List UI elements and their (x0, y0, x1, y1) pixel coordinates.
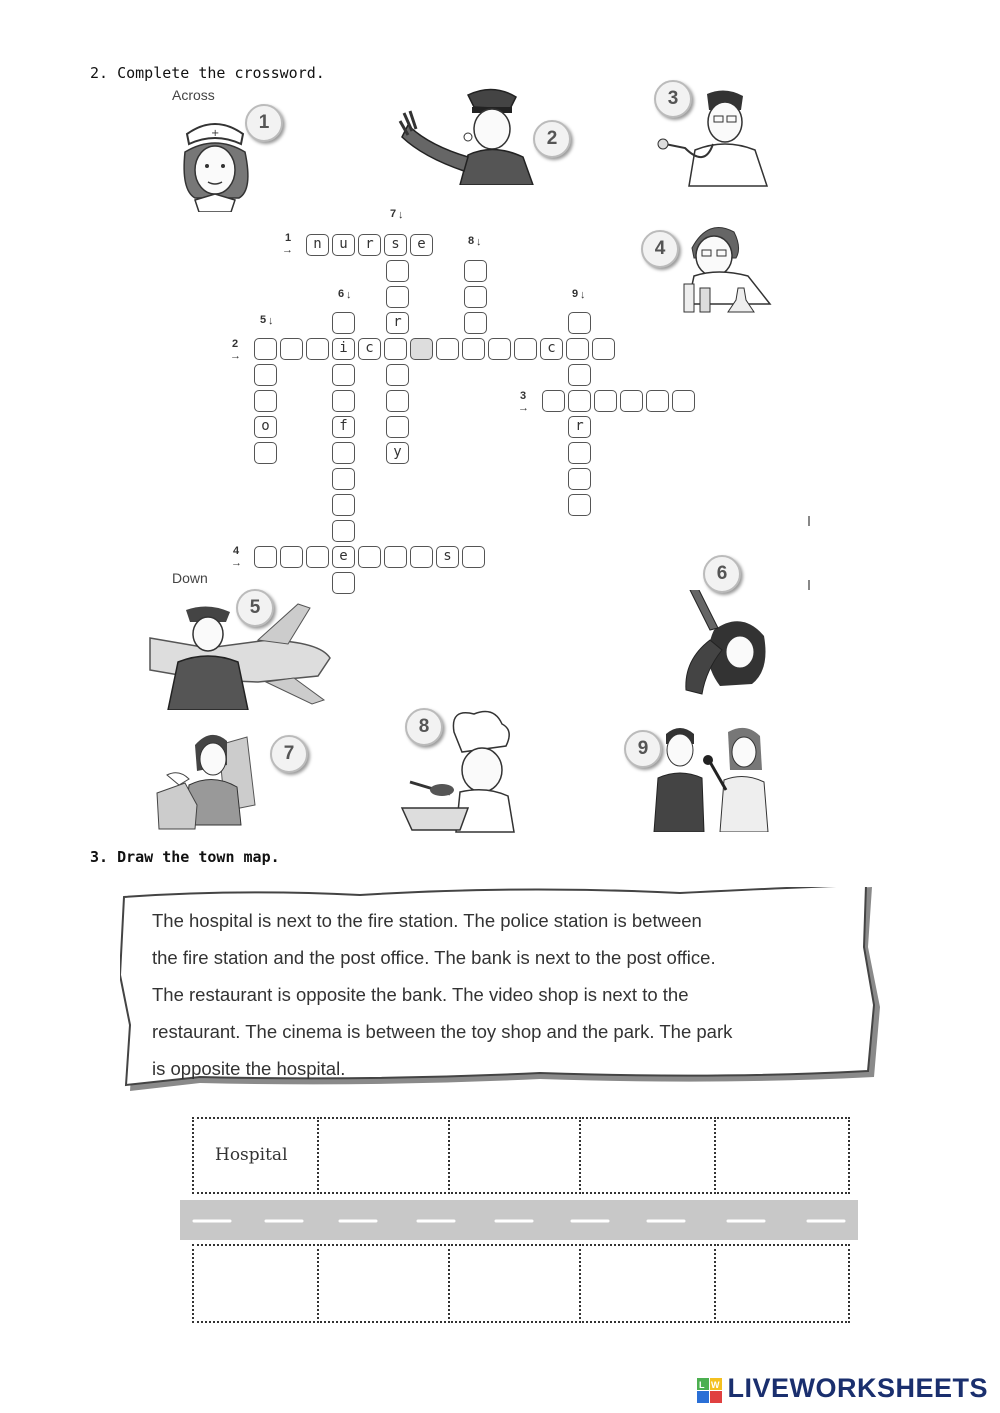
reporter-illustration (650, 720, 775, 832)
cw-cell-3a[interactable] (620, 390, 643, 412)
map-label-hospital: Hospital (215, 1145, 288, 1165)
cw-cell-6d[interactable] (332, 520, 355, 542)
cw-cell-9d[interactable] (568, 312, 591, 334)
logo-letter-l: L (699, 1380, 705, 1390)
cw-cell-7d-y[interactable]: y (386, 442, 409, 464)
map-cell-top-3[interactable] (448, 1117, 581, 1194)
cw-cell-7d[interactable] (386, 286, 409, 308)
cw-cell-5d[interactable] (254, 442, 277, 464)
section-3-heading: 3. Draw the town map. (90, 848, 280, 866)
map-cell-bottom-2[interactable] (317, 1244, 450, 1323)
cw-cell-7d[interactable] (386, 364, 409, 386)
cw-cell-9d[interactable] (568, 494, 591, 516)
cw-cell-3a[interactable] (542, 390, 565, 412)
cw-cell-6d[interactable] (332, 390, 355, 412)
cw-cell-2a[interactable] (436, 338, 459, 360)
clue-2-across: 2 (232, 338, 239, 350)
paragraph-line-4: restaurant. The cinema is between the toy shop and the park. The park (152, 1021, 733, 1042)
cw-cell-4a[interactable] (254, 546, 277, 568)
cw-cell-7d[interactable] (386, 260, 409, 282)
cw-cell-2a[interactable] (592, 338, 615, 360)
cw-cell-6d[interactable] (332, 494, 355, 516)
down-arrow-6: ↓ (346, 289, 352, 301)
cw-cell-4a-e[interactable]: e (332, 546, 355, 568)
cw-cell-6d[interactable] (332, 312, 355, 334)
badge-1: 1 (245, 104, 283, 142)
badge-8: 8 (405, 708, 443, 746)
stray-mark (808, 580, 810, 590)
clue-9-down: 9 (572, 288, 579, 300)
cw-cell-4a[interactable] (462, 546, 485, 568)
clue-4-across: 4 (233, 545, 240, 557)
clue-6-down: 6 (338, 288, 345, 300)
badge-5: 5 (236, 589, 274, 627)
cw-cell-2a-i[interactable]: i (332, 338, 355, 360)
across-arrow-3: → (518, 402, 529, 414)
cw-cell-7d[interactable] (386, 416, 409, 438)
down-arrow-5: ↓ (268, 315, 274, 327)
cw-cell-6d[interactable] (332, 572, 355, 594)
cw-cell-2a[interactable] (384, 338, 407, 360)
badge-4: 4 (641, 230, 679, 268)
cw-cell-2a[interactable] (488, 338, 511, 360)
road (180, 1200, 858, 1240)
clue-8-down: 8 (468, 235, 475, 247)
cw-cell-5d-o[interactable]: o (254, 416, 277, 438)
cw-cell-2a-c[interactable]: c (358, 338, 381, 360)
map-cell-top-4[interactable] (579, 1117, 716, 1194)
badge-2: 2 (533, 120, 571, 158)
cw-cell-2a[interactable] (306, 338, 329, 360)
cw-cell-6d[interactable] (332, 442, 355, 464)
cw-cell-2a[interactable] (462, 338, 485, 360)
section-2-heading: 2. Complete the crossword. (90, 64, 325, 82)
clue-3-across: 3 (520, 390, 527, 402)
cw-cell-3a[interactable] (672, 390, 695, 412)
cw-cell-2a-c[interactable]: c (540, 338, 563, 360)
cw-cell-9d[interactable] (568, 442, 591, 464)
cw-cell-4a-s[interactable]: s (436, 546, 459, 568)
paragraph-line-3: The restaurant is opposite the bank. The video shop is next to the (152, 984, 689, 1005)
liveworksheets-brand: LIVEWORKSHEETS (727, 1373, 988, 1403)
cw-cell-3a[interactable] (646, 390, 669, 412)
badge-9: 9 (624, 730, 662, 768)
down-arrow-9: ↓ (580, 289, 586, 301)
paragraph-line-2: the fire station and the post office. The bank is next to the post office. (152, 947, 716, 968)
map-cell-top-2[interactable] (317, 1117, 450, 1194)
across-arrow-2: → (230, 350, 241, 362)
svg-text:+: + (211, 128, 220, 139)
cw-cell-2a-shaded[interactable] (410, 338, 433, 360)
cw-cell-1a-1[interactable]: n (306, 234, 329, 256)
secretary-illustration (155, 725, 265, 830)
liveworksheets-logo-icon (697, 1378, 723, 1404)
cw-cell-2a[interactable] (514, 338, 537, 360)
cw-cell-1a-2[interactable]: u (332, 234, 355, 256)
paragraph-line-5: is opposite the hospital. (152, 1058, 346, 1079)
map-cell-bottom-5[interactable] (714, 1244, 850, 1323)
cw-cell-4a[interactable] (410, 546, 433, 568)
cw-cell-6d[interactable] (332, 364, 355, 386)
cw-cell-3a[interactable] (568, 390, 591, 412)
across-arrow-4: → (231, 557, 242, 569)
cw-cell-5d[interactable] (254, 364, 277, 386)
cw-cell-5d[interactable] (254, 390, 277, 412)
clue-7-down: 7 (390, 208, 397, 220)
down-label: Down (172, 570, 208, 586)
clue-1-across: 1 (285, 232, 292, 244)
town-map-paragraph (152, 902, 857, 1087)
cw-cell-8d[interactable] (464, 260, 487, 282)
down-arrow-7: ↓ (398, 209, 404, 221)
cw-cell-2a[interactable] (280, 338, 303, 360)
cw-cell-7d-r[interactable]: r (386, 312, 409, 334)
map-cell-bottom-4[interactable] (579, 1244, 716, 1323)
cw-cell-9d[interactable] (568, 364, 591, 386)
cw-cell-6d[interactable] (332, 468, 355, 490)
cw-cell-1a-5[interactable]: e (410, 234, 433, 256)
cw-cell-9d-r[interactable]: r (568, 416, 591, 438)
across-label: Across (172, 87, 215, 103)
painter-illustration (670, 590, 770, 698)
cw-cell-2a[interactable] (254, 338, 277, 360)
cw-cell-8d[interactable] (464, 312, 487, 334)
badge-7: 7 (270, 735, 308, 773)
stray-mark (808, 516, 810, 526)
map-cell-bottom-3[interactable] (448, 1244, 581, 1323)
policeman-illustration (398, 85, 538, 185)
down-arrow-8: ↓ (476, 236, 482, 248)
clue-5-down: 5 (260, 314, 267, 326)
cw-cell-4a[interactable] (358, 546, 381, 568)
cw-cell-1a-4[interactable]: s (384, 234, 407, 256)
badge-3: 3 (654, 80, 692, 118)
cw-cell-3a[interactable] (594, 390, 617, 412)
cw-cell-4a[interactable] (280, 546, 303, 568)
map-cell-top-5[interactable] (714, 1117, 850, 1194)
across-arrow-1: → (282, 244, 293, 256)
cw-cell-7d[interactable] (386, 390, 409, 412)
badge-6: 6 (703, 555, 741, 593)
cw-cell-4a[interactable] (384, 546, 407, 568)
map-cell-bottom-1[interactable] (192, 1244, 319, 1323)
cw-cell-8d[interactable] (464, 286, 487, 308)
cw-cell-1a-3[interactable]: r (358, 234, 381, 256)
cw-cell-6d-f[interactable]: f (332, 416, 355, 438)
paragraph-line-1: The hospital is next to the fire station. The police station is between (152, 910, 702, 931)
cw-cell-9d[interactable] (568, 468, 591, 490)
cw-cell-2a[interactable] (566, 338, 589, 360)
cw-cell-4a[interactable] (306, 546, 329, 568)
logo-letter-w: W (711, 1380, 720, 1390)
scientist-illustration (678, 218, 778, 318)
